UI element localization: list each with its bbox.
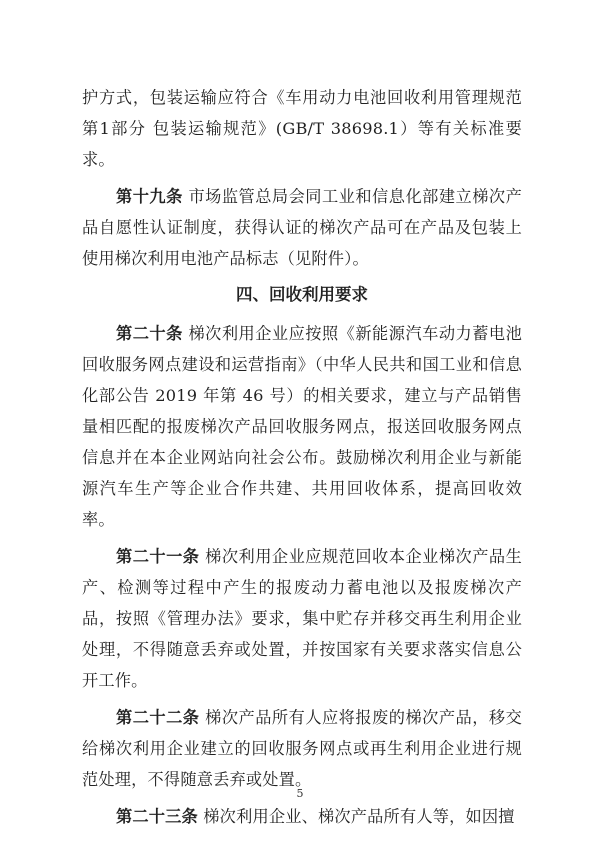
article-text: 市场监管总局会同工业和信息化部建立梯次产品自愿性认证制度，获得认证的梯次产品可在产品及包装上使用梯次利用电池产品标志（见附件）。 (82, 187, 522, 268)
document-body (82, 82, 522, 838)
paragraph-continuation (82, 82, 522, 175)
article-text: 梯次利用企业应按照《新能源汽车动力蓄电池回收服务网点建设和运营指南》（中华人民共和国工业和信息化部公告 2019 年第 46 号）的相关要求，建立与产品销售量相匹配的报废梯次产品回收服务网点，报送回收服务网点信息并在本企业网站向社会公布。鼓励梯次利用企业与新能源汽车生产等企业合作共建、共用回收体系，提高回收效率。 (82, 324, 522, 529)
article-22 (82, 702, 522, 795)
article-text: 梯次产品所有人应将报废的梯次产品，移交给梯次利用企业建立的回收服务网点或再生利用企业进行规范处理，不得随意丢弃或处置。 (82, 708, 522, 789)
article-label: 第二十二条 (116, 708, 200, 727)
article-20 (82, 318, 522, 535)
article-text: 梯次利用企业应规范回收本企业梯次产品生产、检测等过程中产生的报废动力蓄电池以及报废梯次产品，按照《管理办法》要求，集中贮存并移交再生利用企业处理，不得随意丢弃或处置，并按国家有关要求落实信息公开工作。 (82, 547, 522, 690)
article-label: 第二十三条 (116, 807, 198, 826)
article-21 (82, 541, 522, 696)
article-text: 梯次利用企业、梯次产品所有人等，如因擅 (203, 807, 515, 826)
paragraph-text: 护方式，包装运输应符合《车用动力电池回收利用管理规范 第1部分 包装运输规范》(GB/T 38698.1）等有关标准要求。 (82, 88, 522, 169)
section-heading: 四、回收利用要求 (236, 285, 368, 304)
page-number: 5 (296, 787, 304, 800)
article-label: 第十九条 (116, 187, 183, 206)
article-23 (82, 801, 522, 832)
article-label: 第二十一条 (116, 547, 200, 566)
article-label: 第二十条 (116, 324, 183, 343)
article-19 (82, 181, 522, 274)
